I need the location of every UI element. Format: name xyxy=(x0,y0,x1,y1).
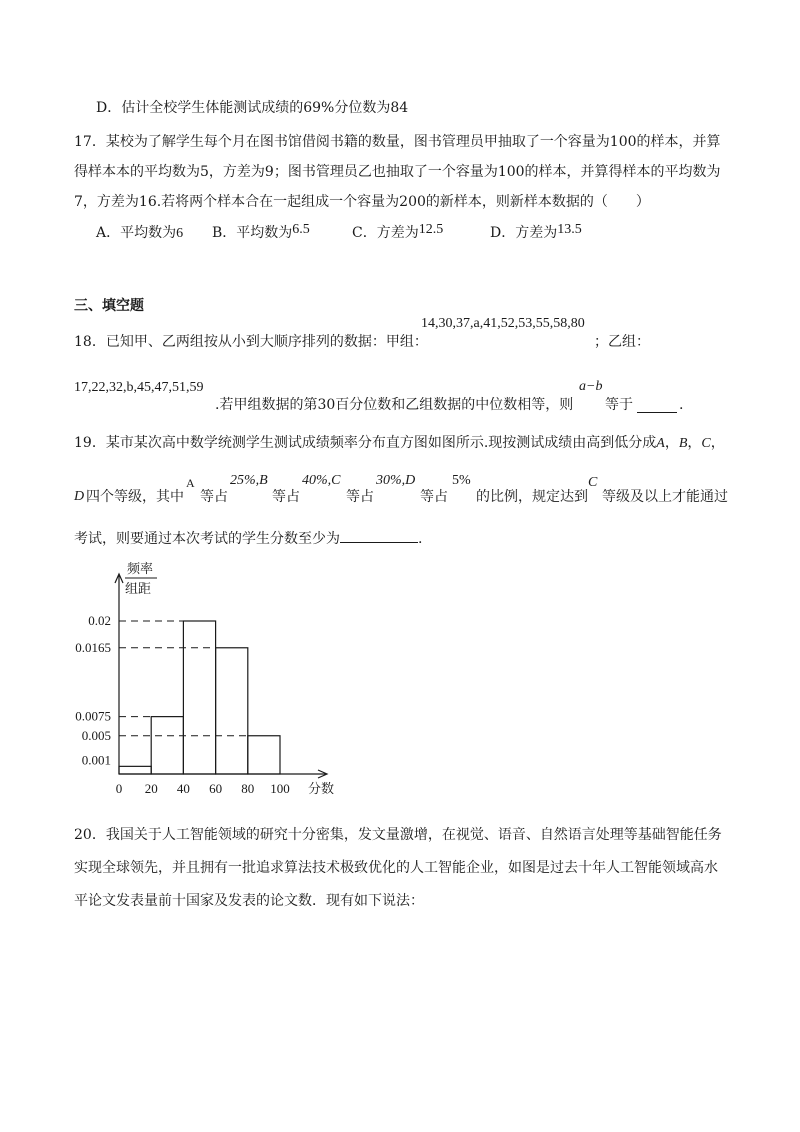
y-tick-label: 0.005 xyxy=(81,727,111,743)
q17-text-3: 7，方差为16.若将两个样本合在一起组成一个容量为200的新样本，则新样本数据的（ ） xyxy=(74,194,650,210)
q18-line-1 xyxy=(74,316,734,351)
histogram-bar xyxy=(119,766,151,774)
q19-sep-2: ， xyxy=(687,435,702,451)
q20-line-1 xyxy=(74,826,722,844)
q17-option-c-label: C．方差为 xyxy=(352,225,419,241)
section-title-text: 三、填空题 xyxy=(74,298,144,314)
section-title xyxy=(74,297,144,315)
q19-line-2 xyxy=(74,473,734,512)
q20-text-2: 实现全球领先，并且拥有一批追求算法技术极致优化的人工智能企业，如图是过去十年人工智能领域高水 xyxy=(74,860,718,876)
histogram-bar xyxy=(216,648,248,774)
q19-line-1 xyxy=(74,434,734,453)
y-tick-label: 0.0075 xyxy=(75,708,111,724)
q19-deng-2: 等占 xyxy=(272,489,300,505)
y-tick-label: 0.0165 xyxy=(75,639,111,655)
y-label-denominator: 组距 xyxy=(125,581,152,596)
q17-option-b-label: B．平均数为 xyxy=(212,225,293,241)
q17-option-d[interactable] xyxy=(490,224,582,243)
x-tick-label: 80 xyxy=(241,781,255,796)
y-axis-arrow xyxy=(115,574,123,583)
q19-grade-a: A xyxy=(186,476,195,490)
q19-deng-1: 等占 xyxy=(200,489,228,505)
q17-option-c-value: 12.5 xyxy=(418,222,444,237)
q19-level-d: D xyxy=(74,489,85,504)
q19-level-b: B xyxy=(678,436,688,451)
q17-option-a-label: A．平均数为 xyxy=(96,225,177,241)
q17-option-b[interactable] xyxy=(212,224,310,243)
q17-option-a[interactable] xyxy=(96,224,183,243)
q18-prefix: 18．已知甲、乙两组按从小到大顺序排列的数据：甲组： xyxy=(74,334,428,350)
q19-text-3: 考试，则要通过本次考试的学生分数至少为 xyxy=(74,531,340,547)
q19-percent-2: 40%,C xyxy=(302,473,341,488)
q19-end: . xyxy=(418,531,423,547)
q17-option-a-value: 6 xyxy=(176,226,184,241)
histogram-bar xyxy=(151,717,183,774)
q18-suffix: 等于 xyxy=(605,397,633,413)
q18-end: . xyxy=(679,397,684,413)
x-tick-label: 60 xyxy=(209,781,223,796)
q18-group-b: 17,22,32,b,45,47,51,59 xyxy=(74,380,204,395)
x-tick-label: 100 xyxy=(270,781,290,796)
y-tick-label: 0.02 xyxy=(88,613,111,628)
q17-option-d-value: 13.5 xyxy=(557,222,582,237)
q19-text-1: 19．某市某次高中数学统测学生测试成绩频率分布直方图如图所示.现按测试成绩由高到低分成 xyxy=(74,435,657,451)
q18-line-2 xyxy=(74,378,734,397)
q18-line-3 xyxy=(215,379,715,414)
q20-text-3: 平论文发表量前十国家及发表的论文数．现有如下说法： xyxy=(74,893,424,909)
q19-sep-1: ， xyxy=(664,435,679,451)
q16-option-d xyxy=(96,99,408,117)
x-tick-label: 40 xyxy=(176,781,190,796)
q19-percent-4: 5% xyxy=(452,473,471,488)
q18-expression: a−b xyxy=(579,379,603,394)
q20-text-1: 20．我国关于人工智能领域的研究十分密集，发文量激增，在视觉、语音、自然语言处理等基础智能任务 xyxy=(74,827,722,843)
q19-deng-4: 等占 xyxy=(420,489,448,505)
x-tick-label: 20 xyxy=(144,781,158,796)
q19-answer-blank[interactable] xyxy=(340,528,418,543)
q17-line-3 xyxy=(74,193,650,211)
x-axis-label: 分数 xyxy=(308,781,335,796)
q19-text-2c: 等级及以上才能通过 xyxy=(602,489,728,505)
q19-sep-3: ， xyxy=(710,435,725,451)
q18-group-a: 14,30,37,a,41,52,53,55,58,80 xyxy=(421,316,585,331)
q18-mid: ；乙组： xyxy=(594,334,650,350)
y-label-numerator: 频率 xyxy=(127,561,154,576)
q17-option-c[interactable] xyxy=(352,224,443,243)
q18-condition: .若甲组数据的第30百分位数和乙组数据的中位数相等，则 xyxy=(215,397,574,413)
histogram-bar xyxy=(183,621,215,774)
q18-answer-blank[interactable] xyxy=(637,398,677,413)
q17-option-d-label: D．方差为 xyxy=(490,225,558,241)
q17-option-b-value: 6.5 xyxy=(292,222,310,237)
histogram-bar xyxy=(248,736,280,774)
q17-text-1: 17．某校为了解学生每个月在图书馆借阅书籍的数量，图书管理员甲抽取了一个容量为100的样本，并算 xyxy=(74,134,721,150)
x-tick-label: 0 xyxy=(115,781,123,796)
histogram-group xyxy=(75,561,334,796)
q17-line-1 xyxy=(74,133,721,151)
q19-grade-c: C xyxy=(588,475,598,490)
q19-line-3 xyxy=(74,528,574,548)
q19-percent-1: 25%,B xyxy=(230,473,268,488)
y-tick-label: 0.001 xyxy=(81,752,111,768)
q16-option-d-text: D．估计全校学生体能测试成绩的69%分位数为84 xyxy=(96,100,409,116)
q19-text-2a: 四个等级，其中 xyxy=(86,489,184,505)
q20-line-3 xyxy=(74,892,424,910)
q19-text-2b: 的比例，规定达到 xyxy=(476,489,588,505)
q19-percent-3: 30%,D xyxy=(376,473,416,488)
q17-text-2: 得样本本的平均数为5，方差为9；图书管理员乙也抽取了一个容量为100的样本，并算得样本的平均数为 xyxy=(74,164,721,180)
q17-line-2 xyxy=(74,163,721,181)
q19-deng-3: 等占 xyxy=(346,489,374,505)
q19-level-a: A xyxy=(656,436,665,451)
q19-level-c: C xyxy=(701,436,711,451)
x-axis-arrow xyxy=(318,770,327,778)
q20-line-2 xyxy=(74,859,718,877)
